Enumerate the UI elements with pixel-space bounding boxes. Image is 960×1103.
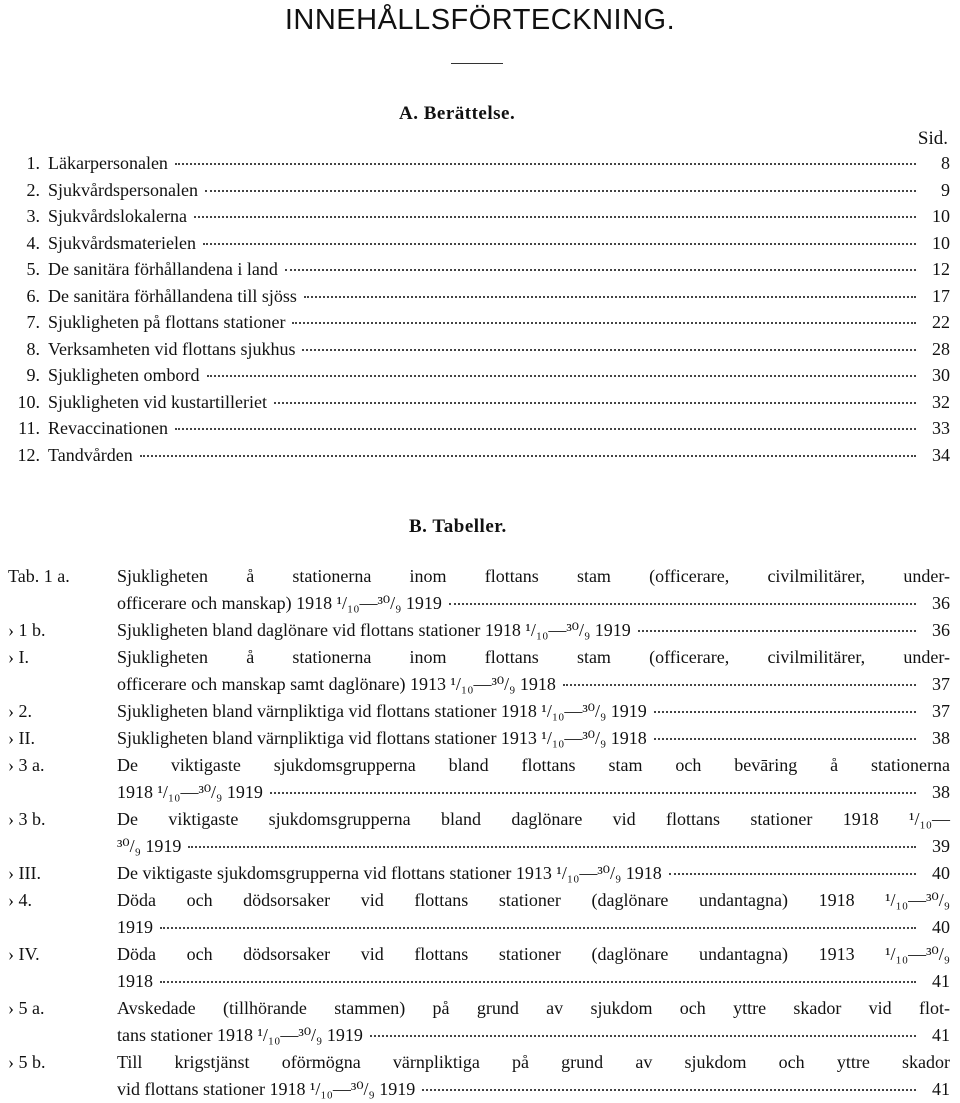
- dot-leader: [203, 243, 916, 245]
- dot-leader: [270, 792, 916, 794]
- toc-entry: [8, 283, 950, 310]
- toc-entry: [8, 336, 950, 363]
- entry-number: 2.: [26, 179, 40, 200]
- table-title-final-line: [117, 617, 950, 644]
- toc-entry: [8, 150, 950, 177]
- dot-leader: [175, 163, 916, 165]
- section-b-heading: B. Tabeller.: [409, 516, 507, 537]
- entry-number: 5.: [26, 259, 40, 279]
- dot-leader: [274, 402, 916, 404]
- table-page: 41: [932, 1079, 950, 1099]
- table-page: 37: [932, 674, 950, 694]
- table-title-line: Avskedade (tillhörande stammen) på grund av sjukdom och yttre skador vid flot-: [117, 998, 950, 1018]
- entry-line: [48, 442, 950, 469]
- table-title: ³⁰/₉ 1919: [117, 836, 182, 856]
- entry-page: 10: [932, 206, 950, 226]
- table-entry: [8, 563, 950, 617]
- toc-entry: [8, 442, 950, 469]
- table-number: › IV.: [8, 944, 40, 964]
- table-title: Sjukligheten bland daglönare vid flottans stationer 1918 ¹/₁₀—³⁰/₉ 1919: [117, 620, 631, 640]
- entry-title: Sjukvårdsmaterielen: [48, 232, 196, 253]
- table-page: 38: [932, 728, 950, 748]
- entry-line: [48, 230, 950, 257]
- dot-leader: [449, 603, 916, 605]
- table-entry: [8, 617, 950, 644]
- toc-entry: [8, 415, 950, 442]
- table-title: officerare och manskap samt daglönare) 1913 ¹/₁₀—³⁰/₉ 1918: [117, 674, 556, 694]
- table-title: 1918: [117, 971, 153, 991]
- toc-section-b: [8, 563, 950, 1103]
- table-entry: [8, 941, 950, 995]
- dot-leader: [205, 190, 916, 192]
- entry-line: [48, 203, 950, 230]
- table-number: › III.: [8, 863, 41, 883]
- dot-leader: [304, 296, 916, 298]
- dot-leader: [669, 873, 916, 875]
- table-title: 1918 ¹/₁₀—³⁰/₉ 1919: [117, 782, 263, 802]
- table-title: 1919: [117, 917, 153, 937]
- entry-page: 12: [932, 259, 950, 279]
- entry-page: 34: [932, 444, 950, 465]
- entry-line: [48, 177, 950, 204]
- table-entry-body: [117, 887, 950, 941]
- table-entry: [8, 860, 950, 887]
- table-page: 41: [932, 1025, 950, 1045]
- table-title-final-line: [117, 914, 950, 941]
- toc-entry: [8, 256, 950, 283]
- table-title: De viktigaste sjukdomsgrupperna vid flottans stationer 1913 ¹/₁₀—³⁰/₉ 1918: [117, 863, 662, 883]
- entry-title: De sanitära förhållandena till sjöss: [48, 285, 297, 306]
- table-title: Sjukligheten bland värnpliktiga vid flottans stationer 1918 ¹/₁₀—³⁰/₉ 1919: [117, 701, 647, 721]
- table-page: 40: [932, 917, 950, 937]
- dot-leader: [638, 630, 916, 632]
- dot-leader: [160, 981, 916, 983]
- entry-number: 10.: [17, 391, 40, 412]
- section-a-heading: A. Berättelse.: [399, 103, 516, 124]
- dot-leader: [285, 269, 916, 271]
- entry-page: 33: [932, 418, 950, 438]
- table-title-final-line: [117, 1076, 950, 1103]
- entry-number: 6.: [26, 285, 40, 306]
- table-page: 40: [932, 863, 950, 883]
- entry-title: Sjukvårdspersonalen: [48, 179, 198, 200]
- toc-entry: [8, 309, 950, 336]
- dot-leader: [175, 428, 916, 430]
- table-title-final-line: [117, 1022, 950, 1049]
- table-title-line: Döda och dödsorsaker vid flottans stationer (daglönare undantagna) 1918 ¹/₁₀—³⁰/₉: [117, 890, 950, 910]
- table-entry-body: [117, 1049, 950, 1103]
- table-entry: [8, 752, 950, 806]
- table-title-line: Till krigstjänst oförmögna värnpliktiga på grund av sjukdom och yttre skador: [117, 1052, 950, 1072]
- table-entry: [8, 806, 950, 860]
- table-entry: [8, 887, 950, 941]
- table-entry-body: [117, 725, 950, 752]
- entry-number: 8.: [26, 338, 40, 359]
- entry-line: [48, 389, 950, 416]
- table-page: 36: [932, 593, 950, 613]
- entry-title: Verksamheten vid flottans sjukhus: [48, 338, 296, 359]
- entry-page: 28: [932, 338, 950, 359]
- table-page: 38: [932, 782, 950, 802]
- entry-title: De sanitära förhållandena i land: [48, 259, 278, 279]
- table-title-final-line: [117, 833, 950, 860]
- table-title-final-line: [117, 968, 950, 995]
- toc-section-a: [8, 150, 950, 468]
- dot-leader: [302, 349, 916, 351]
- entry-title: Revaccinationen: [48, 418, 168, 438]
- dot-leader: [188, 846, 916, 848]
- entry-page: 9: [941, 179, 950, 200]
- table-title: Sjukligheten bland värnpliktiga vid flottans stationer 1913 ¹/₁₀—³⁰/₉ 1918: [117, 728, 647, 748]
- entry-number: 3.: [26, 206, 40, 226]
- entry-page: 10: [932, 232, 950, 253]
- table-title-final-line: [117, 671, 950, 698]
- toc-entry: [8, 203, 950, 230]
- table-number: Tab. 1 a.: [8, 566, 70, 586]
- table-title: vid flottans stationer 1918 ¹/₁₀—³⁰/₉ 1919: [117, 1079, 416, 1099]
- table-number: › 3 a.: [8, 755, 45, 775]
- table-number: › II.: [8, 728, 35, 748]
- table-title-final-line: [117, 779, 950, 806]
- entry-number: 4.: [26, 232, 40, 253]
- dot-leader: [563, 684, 916, 686]
- table-entry-body: [117, 860, 950, 887]
- table-title-final-line: [117, 725, 950, 752]
- table-title-final-line: [117, 698, 950, 725]
- table-number: › I.: [8, 647, 29, 667]
- toc-entry: [8, 389, 950, 416]
- table-entry-body: [117, 806, 950, 860]
- entry-number: 12.: [17, 444, 40, 465]
- entry-page: 30: [932, 365, 950, 385]
- entry-number: 11.: [18, 418, 40, 438]
- table-entry-body: [117, 644, 950, 698]
- table-page: 37: [932, 701, 950, 721]
- dot-leader: [194, 216, 916, 218]
- entry-title: Sjukvårdslokalerna: [48, 206, 187, 226]
- table-entry-body: [117, 563, 950, 617]
- entry-title: Sjukligheten ombord: [48, 365, 200, 385]
- title-divider: [451, 63, 503, 64]
- dot-leader: [370, 1035, 916, 1037]
- table-number: › 2.: [8, 701, 32, 721]
- entry-line: [48, 309, 950, 336]
- table-entry-body: [117, 995, 950, 1049]
- dot-leader: [140, 455, 916, 457]
- entry-title: Sjukligheten på flottans stationer: [48, 312, 286, 332]
- entry-title: Sjukligheten vid kustartilleriet: [48, 391, 267, 412]
- entry-page: 32: [932, 391, 950, 412]
- table-title-line: Sjukligheten å stationerna inom flottans stam (officerare, civilmilitärer, under-: [117, 647, 950, 667]
- entry-line: [48, 336, 950, 363]
- table-entry-body: [117, 698, 950, 725]
- entry-line: [48, 283, 950, 310]
- entry-title: Tandvården: [48, 444, 133, 465]
- toc-entry: [8, 230, 950, 257]
- entry-line: [48, 256, 950, 283]
- entry-line: [48, 362, 950, 389]
- dot-leader: [654, 738, 916, 740]
- table-entry-body: [117, 752, 950, 806]
- dot-leader: [207, 375, 917, 377]
- entry-number: 9.: [26, 365, 40, 385]
- table-title: officerare och manskap) 1918 ¹/₁₀—³⁰/₉ 1919: [117, 593, 442, 613]
- entry-line: [48, 150, 950, 177]
- toc-entry: [8, 362, 950, 389]
- entry-page: 17: [932, 285, 950, 306]
- table-title-line: De viktigaste sjukdomsgrupperna bland flottans stam och bevāring å stationerna: [117, 755, 950, 775]
- table-title-line: De viktigaste sjukdomsgrupperna bland daglönare vid flottans stationer 1918 ¹/₁₀—: [117, 809, 950, 829]
- entry-number: 1.: [26, 153, 40, 173]
- table-entry-body: [117, 617, 950, 644]
- table-page: 41: [932, 971, 950, 991]
- table-page: 36: [932, 620, 950, 640]
- entry-page: 8: [941, 153, 950, 173]
- table-title-line: Sjukligheten å stationerna inom flottans stam (officerare, civilmilitärer, under-: [117, 566, 950, 586]
- table-page: 39: [932, 836, 950, 856]
- page-column-label: Sid.: [917, 128, 948, 149]
- table-entry: [8, 995, 950, 1049]
- toc-entry: [8, 177, 950, 204]
- dot-leader: [292, 322, 916, 324]
- table-number: › 5 b.: [8, 1052, 46, 1072]
- table-title: tans stationer 1918 ¹/₁₀—³⁰/₉ 1919: [117, 1025, 363, 1045]
- table-title-final-line: [117, 860, 950, 887]
- dot-leader: [654, 711, 916, 713]
- table-number: › 5 a.: [8, 998, 45, 1018]
- table-entry-body: [117, 941, 950, 995]
- page-title: INNEHÅLLSFÖRTECKNING.: [284, 4, 676, 36]
- table-entry: [8, 698, 950, 725]
- dot-leader: [160, 927, 916, 929]
- table-entry: [8, 644, 950, 698]
- entry-page: 22: [932, 312, 950, 332]
- table-number: › 1 b.: [8, 620, 46, 640]
- table-number: › 3 b.: [8, 809, 46, 829]
- table-entry: [8, 1049, 950, 1103]
- table-entry: [8, 725, 950, 752]
- entry-number: 7.: [26, 312, 40, 332]
- entry-line: [48, 415, 950, 442]
- table-number: › 4.: [8, 890, 32, 910]
- table-title-line: Döda och dödsorsaker vid flottans stationer (daglönare undantagna) 1913 ¹/₁₀—³⁰/₉: [117, 944, 950, 964]
- entry-title: Läkarpersonalen: [48, 153, 168, 173]
- table-title-final-line: [117, 590, 950, 617]
